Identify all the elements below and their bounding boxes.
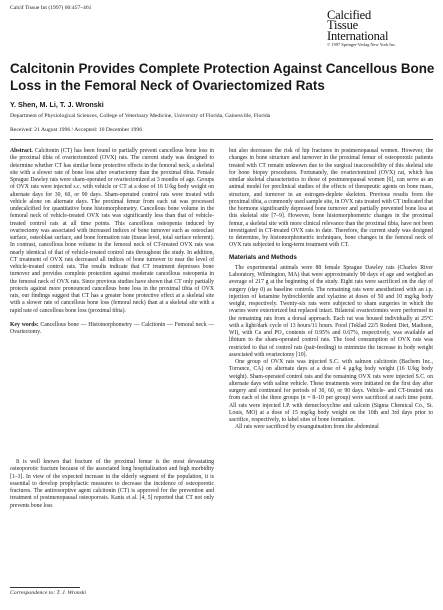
right-paragraph-3: One group of OVX rats was injected S.C. with salmon calcitonin (Bachem Inc., Torrance, CA) on alternate days at a dose of 4 μg/kg body weight (16 U/kg body weight). Sham-operated control rats and the remaining OVX rats were injected S.C. on alternate days with saline vehicle. These treatments were initiated on the first day after surgery and continued for periods of 30, 60, or 90 days. Vehicle- and CT-treated rats from each of the three groups (n = 8–10 per group) were sacrificed at each time point. All rats were injected I.P. with demeclocycline and calcein (Sigma Chemical Co., St. Louis, MO) at a dose of 15 mg/kg body weight on the 10th and 3rd days prior to sacrifice, respectively, to label sites of bone formation. [229, 359, 433, 423]
keywords-text: Cancellous bone — Histomorphometry — Calcitonin — Femoral neck — Ovariectomy. [10, 322, 214, 336]
right-paragraph-4: All rats were sacrificed by exsanguination from the abdominal [235, 424, 379, 431]
abstract-label: Abstract. [10, 148, 33, 154]
logo-line-2: Tissue [327, 18, 358, 33]
right-column [229, 148, 433, 432]
abstract-text: Calcitonin (CT) has been found to partially prevent cancellous bone loss in the proximal tibia of ovariectomized (OVX) rats. The current study was designed to determine whether CT has similar bone protective effects in the femoral neck, a skeletal site with a slower rate of bone loss after ovariectomy than the proximal tibia. Female Sprague Dawley rats were sham-operated or ovariectomized at 3 months of age. Groups of OVX rats were injected s.c. with vehicle or CT at a dose of 16 U/kg body weight on alternate days for 30, 60, or 90 days. Sham-operated control rats were treated with vehicle alone on alternate days. The proximal femur from each rat was processed undecalcified for quantitative bone histomorphometry. Cancellous bone volume in the femoral neck of vehicle-treated OVX rats was significantly less than that of vehicle-treated control rats at all time points. This cancellous osteopenia induced by ovariectomy was associated with increased indices of bone turnover such as osteoclast surface, osteoblast surface, and bone formation rate (tissue level, total surface referent). In contrast, cancellous bone volume in the femoral neck of CT-treated OVX rats was nearly identical of that of vehicle-treated control rats throughout the study. In addition, CT treatment of OVX rats decreased all indices of bone turnover to near the level of vehicle-treated control rats. The results indicate that CT treatment depresses bone turnover and provides complete protection against moderate cancellous osteopenia in the femoral neck of OVX rats. Since previous studies have shown that CT only partially protects against more pronounced cancellous bone loss in the proximal tibia of OVX rats, our findings suggest that CT has a greater bone protective effect at a skeletal site with a slower rate of cancellous bone loss (femoral neck) than at a skeletal site with a rapid rate of cancellous bone loss (proximal tibia). [10, 148, 214, 314]
correspondence: Correspondence to: T. J. Wronski [10, 590, 86, 596]
keywords-label: Key words: [10, 322, 39, 328]
logo-line-3: International [327, 28, 389, 43]
intro-paragraph: It is well known that fracture of the proximal femur is the most devastating osteoporotic fracture because of the associated long hospitalization and high morbidity [1–3]. In view of the expected increase in the elderly segment of the population, it is essential to develop prophylactic measures to decrease the incidence of osteoporotic fractures. The antiresorptive agent calcitonin (CT) is approved for the prevention and treatment of postmenopausal osteoporosis. Kanis et al. [4, 5] reported that CT not only prevents bone loss [10, 459, 214, 509]
right-paragraph-1: but also decreases the risk of hip fractures in postmenopausal women. However, the changes in bone structure and turnover in the proximal femur of osteoporotic patients treated with CT remain unknown due to the surgical inaccessibility of this skeletal site for bone biopsy procedures. Fortunately, the ovariectomized (OVX) rat, which has similar skeletal characteristics to those of postmenopausal women [6], can serve as an animal model for preclinical studies of the effects of therapeutic agents on bone mass, structure, and turnover in an estrogen-deplete skeleton. Previous results from the proximal tibia, a commonly used sample site, in OVX rats treated with CT indicated that the hormone significantly depressed bone turnover and partially prevented bone loss at this skeletal site [7–9]. However, bone histomorphometric changes in the proximal femur, a skeletal site with more clinical relevance than the proximal tibia, have not been investigated in CT-treated OVX rats to date. Therefore, the current study was designed to determine, by histomorphometric techniques, bone changes in the femoral neck of OVX rats subjected to long-term treatment with CT. [229, 148, 433, 249]
left-column [10, 148, 214, 337]
right-paragraph-2: The experimental animals were 88 female Sprague Dawley rats (Charles River Laboratory, Wilmington, MA) that were approximately 90 days of age and weighed an average of 217 g at the beginning of the study. Eight rats were sacrificed on the day of surgery (day 0) as baseline controls. The remaining rats were anesthetized with an i.p. injection of ketamine hydrochloride and xylazine at doses of 50 and 10 mg/kg body weight, respectively. Twenty-six rats were subjected to sham surgeries in which the ovaries were exteriorized but replaced intact. Bilateral ovariectomies were performed in the remaining rats from a dorsal approach. Each rat was housed individually at 25°C with a light/dark cycle of 13 hours/11 hours. Food (Teklad 22/5 Rodent Diet, Madison, WI), with Ca and PO₄ contents of 0.95% and 0.67%, respectively, was available ad libitum to the sham-operated control rats. The food consumption of OVX rats was restricted to that of control rats (pair-feeding) to minimize the increase in body weight associated with ovariectomy [10]. [229, 264, 433, 358]
journal-logo [327, 10, 431, 48]
article-title: Calcitonin Provides Complete Protection Against Cancellous Bone Loss in the Femoral Neck of Ovariectomized Rats [10, 61, 435, 93]
logo-line-1: Calcified [327, 8, 372, 22]
running-head: Calcif Tissue Int (1997) 60:457–461 [10, 5, 92, 11]
affiliation: Department of Physiological Sciences, College of Veterinary Medicine, University of Florida, Gainesville, Florida [10, 113, 271, 119]
footnote-rule [10, 587, 80, 588]
header-rule [10, 139, 433, 140]
authors: Y. Shen, M. Li, T. J. Wronski [10, 100, 104, 109]
keywords [10, 322, 214, 337]
abstract [10, 148, 214, 315]
methods-heading: Materials and Methods [229, 253, 297, 261]
received-dates: Received: 21 August 1996 / Accepted: 10 December 1996 [10, 127, 143, 133]
intro-block [10, 459, 214, 510]
logo-copyright: © 1997 Springer-Verlag New York Inc. [327, 42, 396, 48]
